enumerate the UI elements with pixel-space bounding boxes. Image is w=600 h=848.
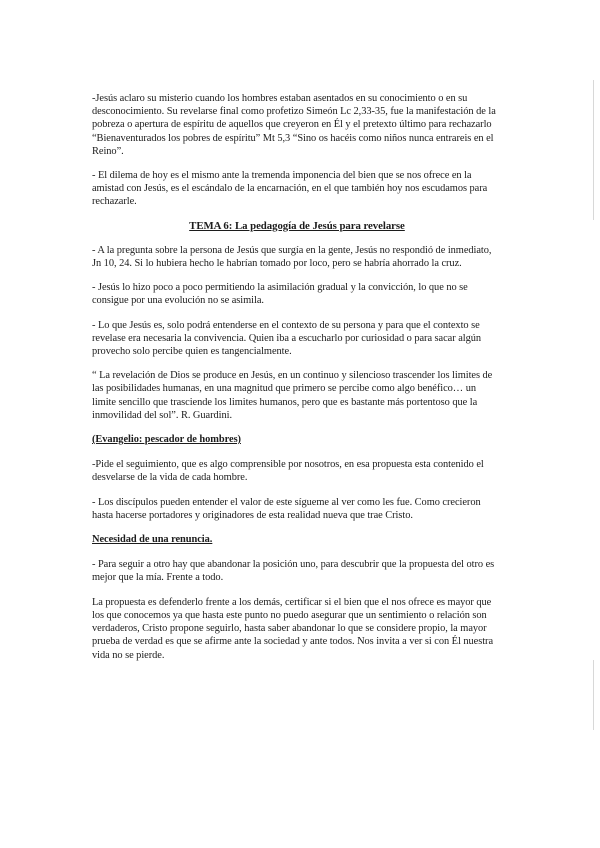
scan-edge-mark xyxy=(593,660,594,730)
scan-edge-mark xyxy=(593,80,594,220)
tema6-paragraph-1: - A la pregunta sobre la persona de Jesús que surgía en la gente, Jesús no respondió de inmediato, Jn 10, 24. Si lo hubiera hecho le habrían tomado por loco, pero se habría ahorrado la cruz. xyxy=(92,244,492,270)
renuncia-heading: Necesidad de una renuncia. xyxy=(92,534,213,546)
tema6-paragraph-3: - Lo que Jesús es, solo podrá entenderse en el contexto de su persona y para que el contexto se revelase era necesaria la convivencia. Quien iba a escucharlo por curiosidad o para sacar algún provecho solo percibe quien es tangencialmente. xyxy=(92,319,482,358)
intro-paragraph-1: -Jesús aclaro su misterio cuando los hombres estaban asentados en su conocimiento o en su desconocimiento. Su revelarse final como profetizo Simeón Lc 2,33-35, fue la manifestación de la pobreza o apertura de espíritu de aquellos que creyeron en Él y el pretexto último para rechazarlo “Bienaventurados los pobres de espíritu” Mt 5,3 “Sino os hacéis como niños nunca entrareis en el Reino”. xyxy=(92,93,496,157)
intro-paragraph-2: - El dilema de hoy es el mismo ante la tremenda imponencia del bien que se nos ofrece en la amistad con Jesús, es el escándalo de la encarnación, en el que también hoy nos escudamos para rechazarle. xyxy=(92,170,488,208)
evangelio-paragraph-1: -Pide el seguimiento, que es algo comprensible por nosotros, en esa propuesta esta contenido el desvelarse de la vida de cada hombre. xyxy=(92,459,484,484)
tema6-paragraph-2: - Jesús lo hizo poco a poco permitiendo la asimilación gradual y la convicción, lo que no se consigue por una evolución no se asimila. xyxy=(92,282,468,307)
document-body xyxy=(92,92,502,673)
tema6-heading: TEMA 6: La pedagogía de Jesús para revelarse xyxy=(189,219,405,232)
guardini-quote: “ La revelación de Dios se produce en Jesús, en un continuo y silencioso trascender los limites de las posibilidades humanas, en una magnitud que primero se percibe como algo benéfico… un limite sencillo que trasciende los limites humanos, pero que es bastante más portentoso que la inmovilidad del sol”. R. Guardini. xyxy=(92,370,493,421)
renuncia-paragraph-1: - Para seguir a otro hay que abandonar la posición uno, para descubrir que la propuesta del otro es mejor que la mía. Frente a todo. xyxy=(92,559,495,584)
renuncia-paragraph-2: La propuesta es defenderlo frente a los demás, certificar si el bien que el nos ofrece es mayor que los que conocemos ya que hasta este punto no puedo asegurar que un sentimiento o relación son verdaderos, Cristo propone seguirlo, hasta saber abandonar lo que se considere propio, la mayor prueba de verdad es que se afirme ante la sociedad y ante todos. Nos invita a ver si con Él nuestra vida no se pierde. xyxy=(92,596,494,661)
evangelio-paragraph-2: - Los discípulos pueden entender el valor de este sígueme al ver como les fue. Como crecieron hasta hacerse portadores y originadores de esta realidad nueva que trae Cristo. xyxy=(92,496,481,521)
evangelio-heading: (Evangelio: pescador de hombres) xyxy=(92,434,241,446)
